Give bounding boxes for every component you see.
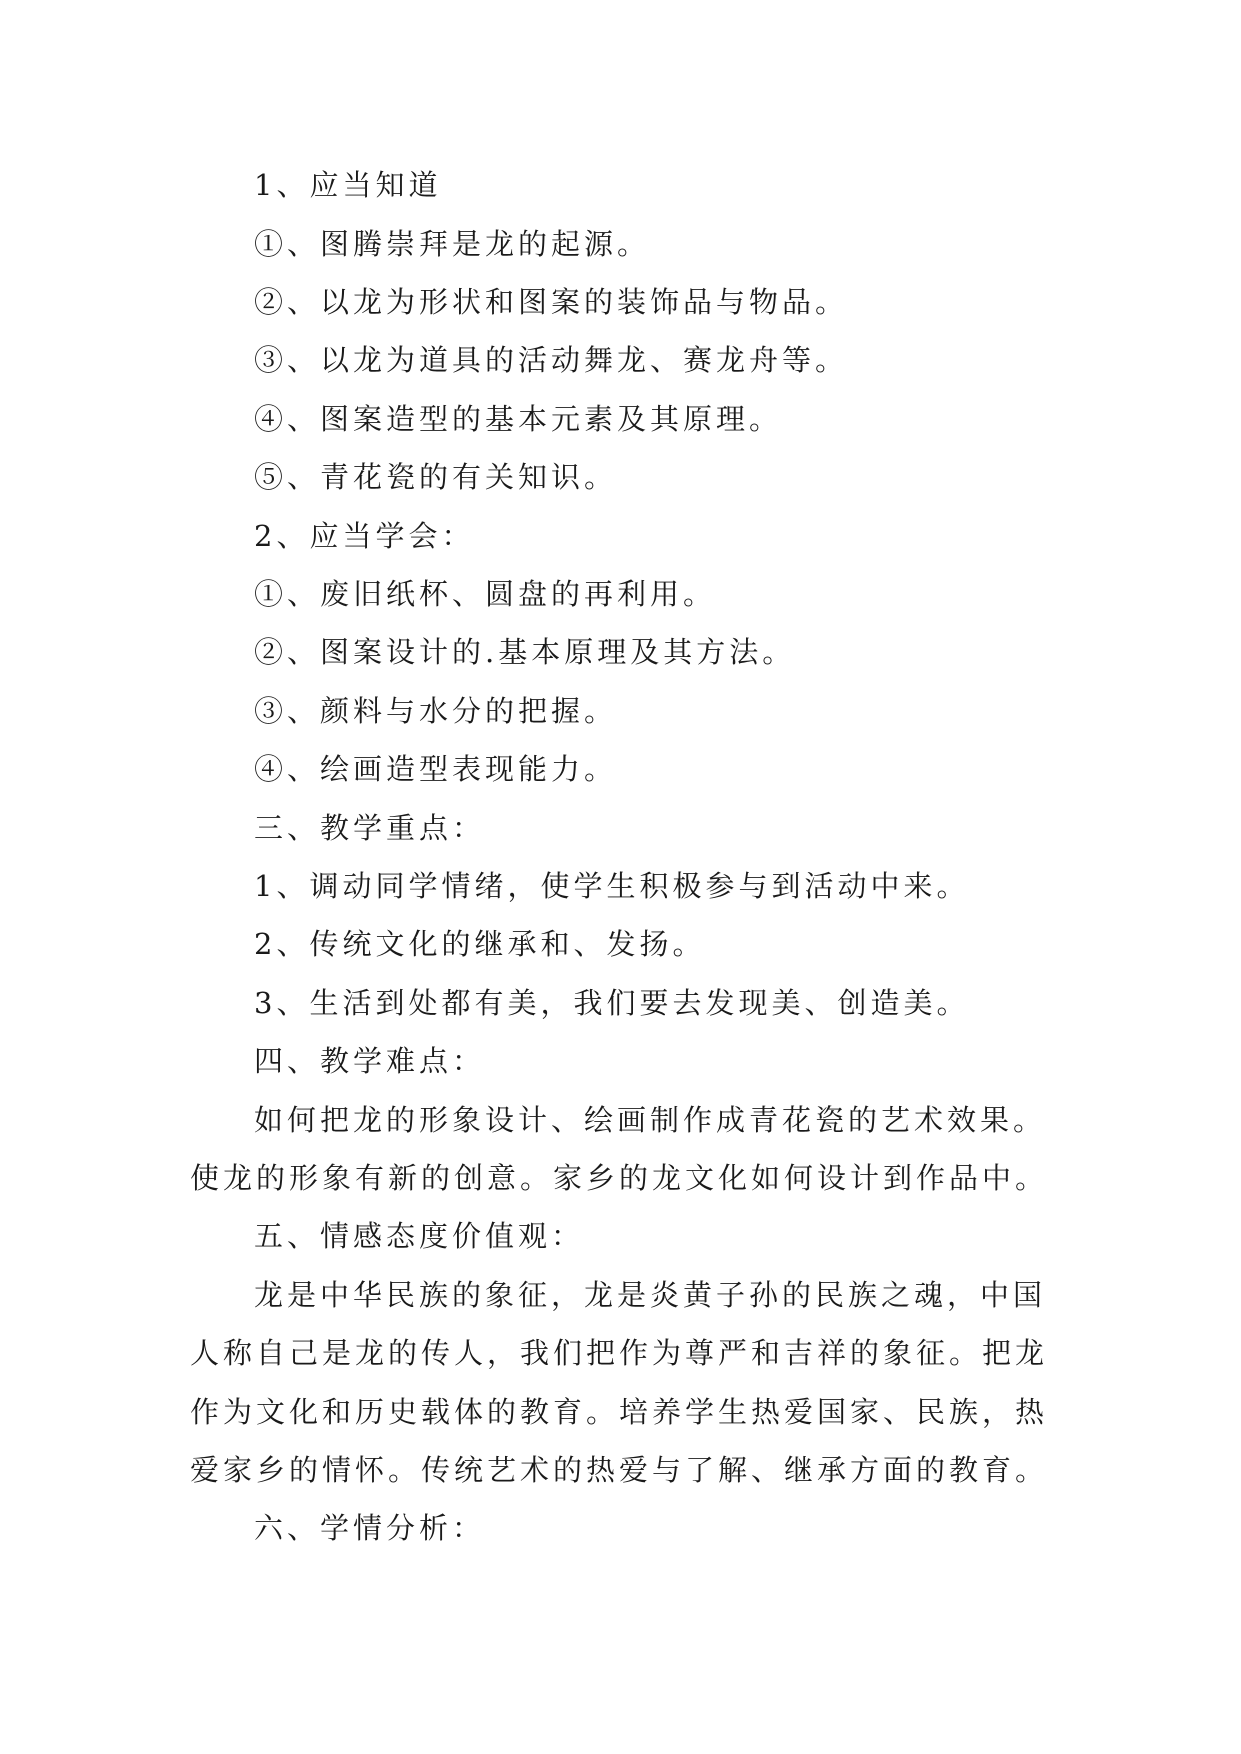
paragraph-line: 龙是中华民族的象征，龙是炎黄子孙的民族之魂，中国	[254, 1278, 1047, 1312]
paragraph-line: 如何把龙的形象设计、绘画制作成青花瓷的艺术效果。	[254, 1103, 1047, 1137]
paragraph-line: 作为文化和历史载体的教育。培养学生热爱国家、民族，热	[190, 1395, 1049, 1429]
section-heading-difficulties: 四、教学难点：	[254, 1044, 486, 1078]
list-item: ①、图腾崇拜是龙的起源。	[254, 227, 651, 261]
list-item: ⑤、青花瓷的有关知识。	[254, 460, 618, 494]
list-item: 1、调动同学情绪，使学生积极参与到活动中来。	[254, 869, 970, 903]
section-heading-values: 五、情感态度价值观：	[254, 1219, 585, 1253]
list-item: ①、废旧纸杯、圆盘的再利用。	[254, 577, 717, 611]
list-item: ②、图案设计的.基本原理及其方法。	[254, 635, 796, 669]
list-item: ②、以龙为形状和图案的装饰品与物品。	[254, 285, 849, 319]
heading-should-know: 1、应当知道	[254, 168, 442, 202]
list-item: 2、传统文化的继承和、发扬。	[254, 927, 706, 961]
list-item: ③、颜料与水分的把握。	[254, 694, 618, 728]
list-item: ④、图案造型的基本元素及其原理。	[254, 402, 783, 436]
heading-should-learn: 2、应当学会：	[254, 519, 475, 553]
paragraph-line: 人称自己是龙的传人，我们把作为尊严和吉祥的象征。把龙	[190, 1336, 1049, 1370]
paragraph-line: 爱家乡的情怀。传统艺术的热爱与了解、继承方面的教育。	[190, 1453, 1049, 1487]
list-item: 3、生活到处都有美，我们要去发现美、创造美。	[254, 986, 970, 1020]
list-item: ③、以龙为道具的活动舞龙、赛龙舟等。	[254, 343, 849, 377]
section-heading-analysis: 六、学情分析：	[254, 1511, 486, 1545]
section-heading-key-points: 三、教学重点：	[254, 811, 486, 845]
list-item: ④、绘画造型表现能力。	[254, 752, 618, 786]
paragraph-line: 使龙的形象有新的创意。家乡的龙文化如何设计到作品中。	[190, 1161, 1049, 1195]
